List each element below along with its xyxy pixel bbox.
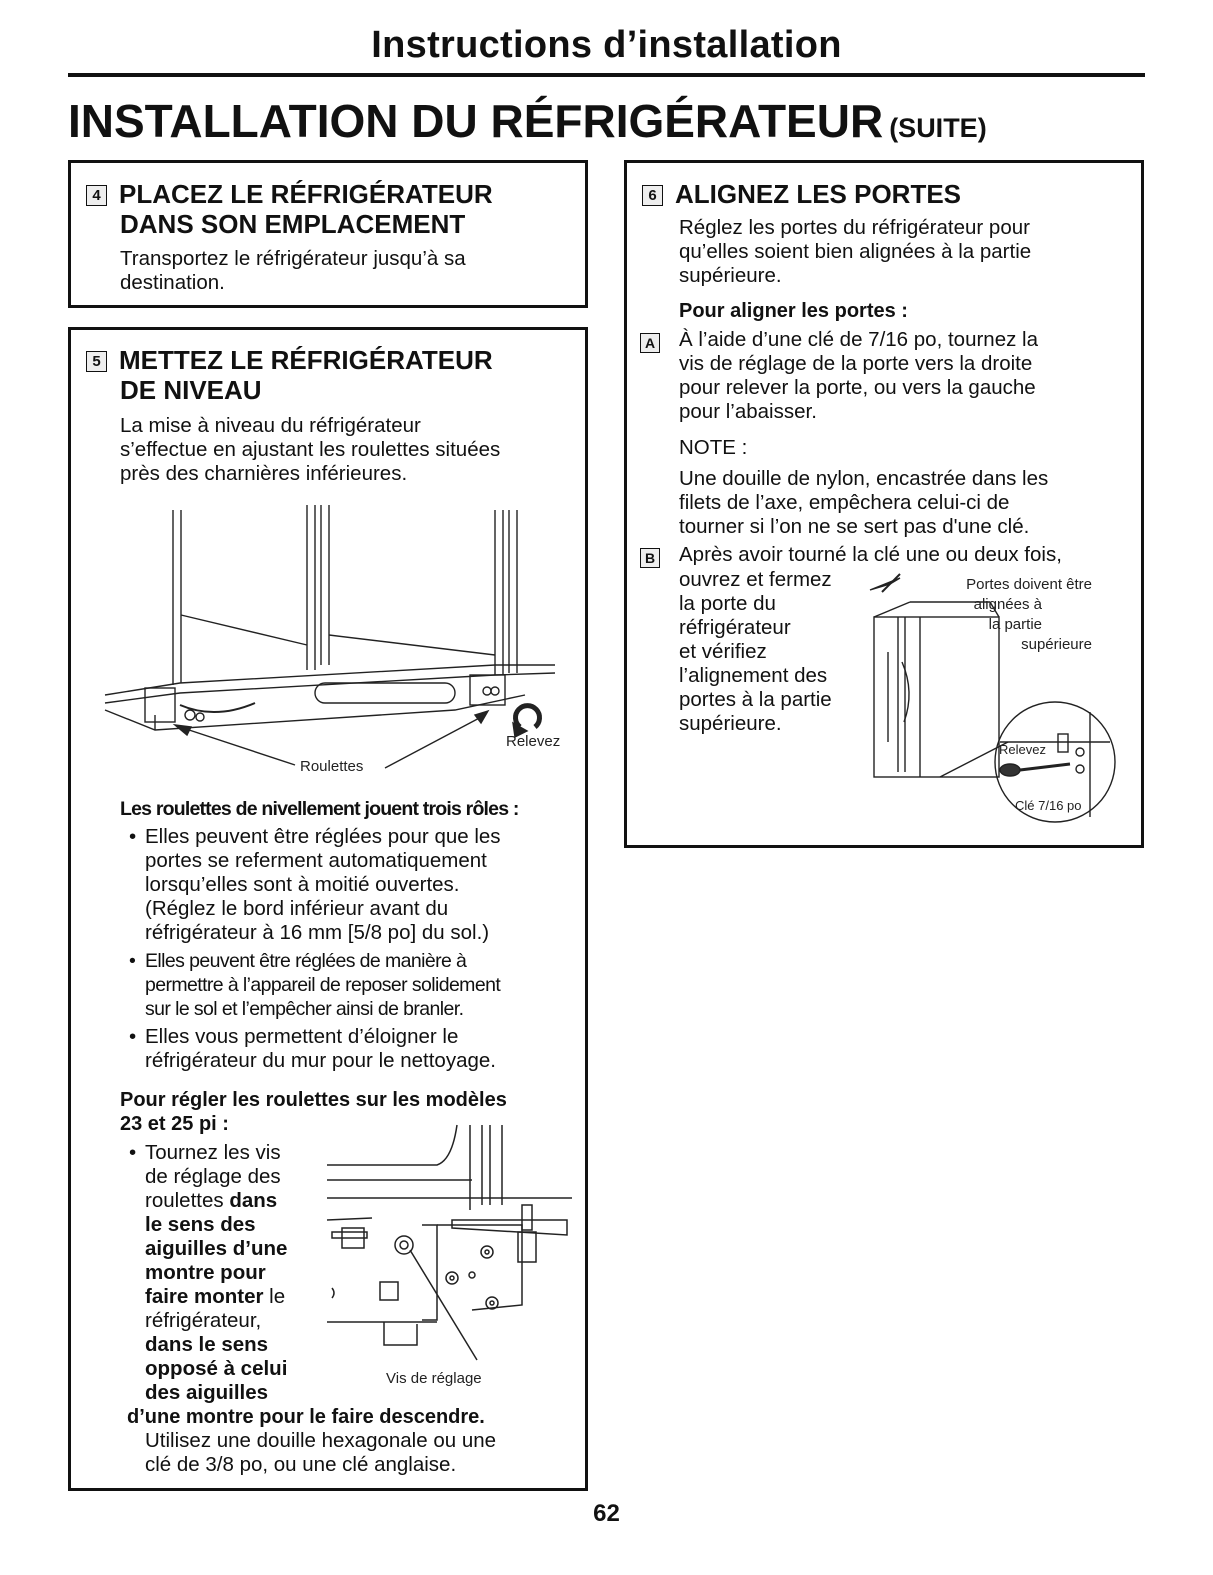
- roles-heading: Les roulettes de nivellement jouent trois rôles :: [120, 798, 519, 820]
- turn-line-8: réfrigérateur,: [145, 1309, 262, 1332]
- step6-b-line5: et vérifiez: [679, 640, 767, 663]
- step5-number: 5: [86, 351, 107, 372]
- step6-intro-line1: Réglez les portes du réfrigérateur pour: [679, 216, 1030, 239]
- roles-bullet-3-line2: réfrigérateur du mur pour le nettoyage.: [145, 1049, 496, 1072]
- turn-line-7b: le: [263, 1285, 286, 1308]
- rollers-illustration: [95, 505, 575, 790]
- roles-bullet-1-line1: • Elles peuvent être réglées pour que les: [145, 825, 501, 848]
- step4-text: [120, 247, 466, 295]
- step6-a-line4: pour l’abaisser.: [679, 400, 817, 423]
- step6-note-line2: filets de l’axe, empêchera celui-ci de: [679, 491, 1010, 514]
- models-heading-line2: 23 et 25 pi :: [120, 1113, 229, 1135]
- door-figure-relevez: Relevez: [999, 742, 1046, 757]
- roles-bullet-1-line3: lorsqu’elles sont à moitié ouvertes.: [145, 873, 460, 896]
- roles-bullet-3-line1: • Elles vous permettent d’éloigner le: [145, 1025, 459, 1048]
- door-figure-label: [930, 575, 1092, 655]
- roles-list: [127, 825, 577, 1073]
- step4-title-line2: DANS SON EMPLACEMENT: [120, 209, 466, 239]
- door-figure-label-line4: supérieure: [1021, 636, 1092, 653]
- step6-b-line1: Après avoir tourné la clé une ou deux fois,: [679, 543, 1062, 566]
- step4-text-line1: Transportez le réfrigérateur jusqu’à sa: [120, 247, 466, 270]
- step6-b-line8: supérieure.: [679, 712, 782, 735]
- turn-line-3b: dans: [229, 1189, 278, 1212]
- page-number: 62: [593, 1500, 620, 1527]
- turn-line-3a: roulettes: [145, 1189, 230, 1212]
- step6-b-line4: réfrigérateur: [679, 616, 791, 639]
- step6-b-line6: l’alignement des: [679, 664, 828, 687]
- raise-label: Relevez: [506, 733, 561, 750]
- turn-line-12: d’une montre pour le faire descendre.: [127, 1406, 485, 1428]
- step6-a-line3: pour relever la porte, ou vers la gauche: [679, 376, 1036, 399]
- turn-line-11: des aiguilles: [145, 1381, 269, 1404]
- step6-title: ALIGNEZ LES PORTES: [675, 179, 962, 209]
- step6-a-line1: À l’aide d’une clé de 7/16 po, tournez la: [679, 328, 1039, 351]
- step6-intro-line3: supérieure.: [679, 264, 782, 287]
- rollers-label: Roulettes: [300, 758, 364, 775]
- step6-label-a: A: [640, 333, 660, 353]
- turn-line-14: clé de 3/8 po, ou une clé anglaise.: [145, 1453, 457, 1476]
- step6-intro: [679, 216, 1031, 288]
- step6-note-line3: tourner si l’on ne se sert pas d'une clé.: [679, 515, 1030, 538]
- step6-intro-line2: qu’elles soient bien alignées à la partie: [679, 240, 1032, 263]
- step5-title-line2: DE NIVEAU: [120, 375, 262, 405]
- step5-intro-line1: La mise à niveau du réfrigérateur: [120, 414, 421, 437]
- roles-bullet-2-line3: sur le sol et l’empêcher ainsi de branler.: [145, 998, 464, 1020]
- turn-line-9: dans le sens: [145, 1333, 269, 1356]
- step6-a-line2: vis de réglage de la porte vers la droite: [679, 352, 1033, 375]
- page-header-title: Instructions d’installation: [371, 24, 842, 66]
- turn-line-4: le sens des: [145, 1213, 256, 1236]
- turn-line-6: montre pour: [145, 1261, 266, 1284]
- turn-line-1: • Tournez les vis: [145, 1141, 281, 1164]
- step5-intro: [120, 414, 500, 486]
- step6-subheading: Pour aligner les portes :: [679, 300, 908, 322]
- turn-line-10: opposé à celui: [145, 1357, 288, 1380]
- roles-bullet-2-line2: permettre à l’appareil de reposer solidement: [145, 974, 501, 996]
- roles-bullet-3: [127, 1025, 577, 1073]
- step6-b-text: [679, 568, 832, 736]
- roles-bullet-1-line2: portes se referment automatiquement: [145, 849, 487, 872]
- step4-heading: [86, 179, 493, 239]
- step5-intro-line3: près des charnières inférieures.: [120, 462, 408, 485]
- door-figure-label-line1: Portes doivent être: [966, 576, 1092, 593]
- step6-b-line7: portes à la partie: [679, 688, 832, 711]
- roles-bullet-1: [127, 825, 577, 945]
- door-figure-wrench-label: Clé 7/16 po: [1015, 798, 1082, 813]
- turn-line-13: Utilisez une douille hexagonale ou une: [145, 1429, 497, 1452]
- roles-bullet-1-line4: (Réglez le bord inférieur avant du: [145, 897, 449, 920]
- step6-number: 6: [642, 185, 663, 206]
- step6-note-label: NOTE :: [679, 436, 748, 459]
- door-figure-label-line3: la partie: [988, 616, 1042, 633]
- section-title: [68, 94, 987, 148]
- door-figure-label-line2: alignées à: [973, 596, 1042, 613]
- adjustment-screw-illustration: [322, 1120, 577, 1380]
- step6-heading: [642, 179, 961, 209]
- models-heading-line1: Pour régler les roulettes sur les modèles: [120, 1089, 507, 1111]
- step5-title-line1: METTEZ LE RÉFRIGÉRATEUR: [119, 345, 493, 375]
- step6-b-line2: ouvrez et fermez: [679, 568, 832, 591]
- step5-heading: [86, 345, 493, 405]
- turn-line-5: aiguilles d’une: [145, 1237, 288, 1260]
- step6-b-line3: la porte du: [679, 592, 776, 615]
- step6-note-text: [679, 467, 1048, 539]
- header-rule: [68, 73, 1145, 77]
- roles-bullet-2: [127, 949, 577, 1021]
- step4-title-line1: PLACEZ LE RÉFRIGÉRATEUR: [119, 179, 493, 209]
- step4-text-line2: destination.: [120, 271, 225, 294]
- screw-label: Vis de réglage: [386, 1370, 482, 1387]
- step6-note-line1: Une douille de nylon, encastrée dans les: [679, 467, 1049, 490]
- step6-a-text: [679, 328, 1038, 424]
- section-title-text: INSTALLATION DU RÉFRIGÉRATEUR: [68, 95, 884, 147]
- roles-bullet-1-line5: réfrigérateur à 16 mm [5/8 po] du sol.): [145, 921, 490, 944]
- section-title-suffix: (SUITE): [889, 113, 987, 143]
- turn-tail: [145, 1429, 496, 1477]
- turn-line-7a: faire monter: [145, 1285, 264, 1308]
- roles-bullet-2-line1: • Elles peuvent être réglées de manière à: [145, 950, 467, 972]
- step6-label-b: B: [640, 548, 660, 568]
- turn-line-2: de réglage des: [145, 1165, 281, 1188]
- step4-number: 4: [86, 185, 107, 206]
- step5-intro-line2: s’effectue en ajustant les roulettes situées: [120, 438, 501, 461]
